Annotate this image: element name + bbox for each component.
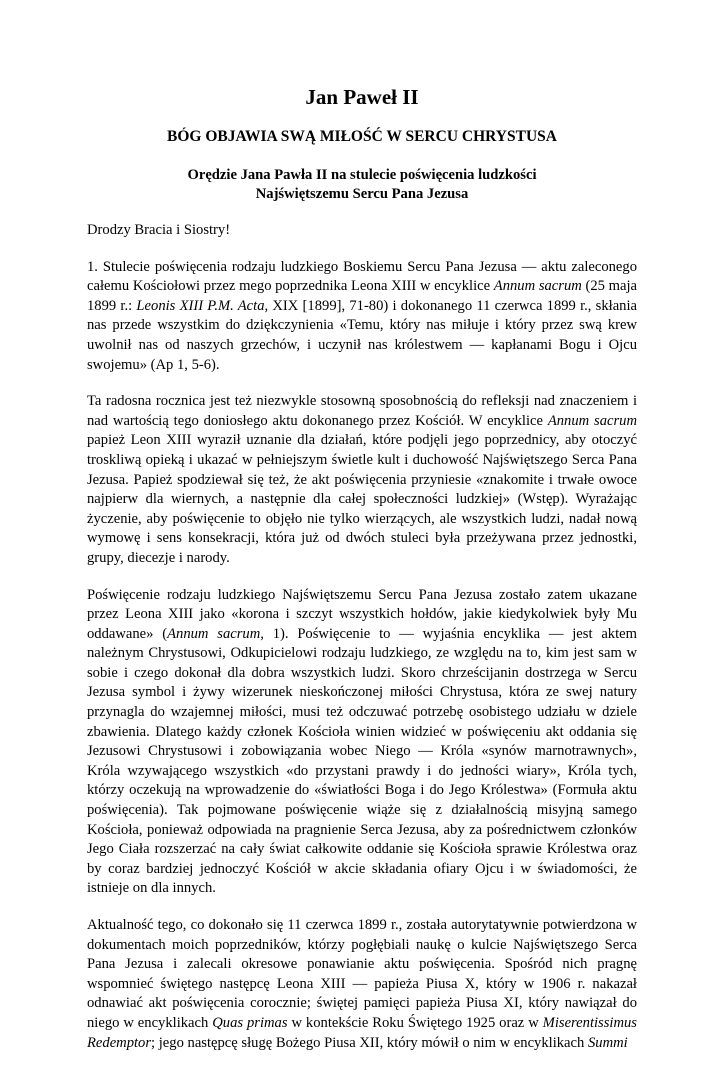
paragraph-4: Aktualność tego, co dokonało się 11 czerwca 1899 r., została autorytatywnie potwierdzona w dokumentach moich poprzedników, którzy pogłębiali naukę o kulcie Najświętszego Serca Pana Jezusa i zalecali okresowe ponawianie aktu poświęcenia. Spośród nich pragnę wspomnieć świętego następcę Leona XIII — papieża Piusa X, który w 1906 r. nakazał odnawiać akt poświęcenia corocznie; świętej pamięci papieża Piusa XI, który nawiązał do niego w encyklikach Quas primas w kontekście Roku Świętego 1925 oraz w Miserentissimus Redemptor; jego następcę sługę Bożego Piusa XII, który mówił o nim w encyklikach Summi (87, 917, 637, 1051)
lead-line-1: Orędzie Jana Pawła II na stulecie poświęcenia ludzkości (187, 167, 537, 183)
paragraph-2: Ta radosna rocznica jest też niezwykle stosowną sposobnością do refleksji nad znaczeniem i nad wartością tego doniosłego aktu dokonanego przez Kościół. W encyklice Annum sacrum papież Leon XIII wyraził uznanie dla działań, które podjęli jego poprzednicy, aby otoczyć troskliwą opieką i ukazać w pełniejszym świetle kult i duchowość Najświętszego Serca Pana Jezusa. Papież spodziewał się też, że akt poświęcenia przyniesie «znakomite i trwałe owoce najpierw dla wiernych, a następnie dla całej społeczności ludzkiej» (Wstęp). Wyrażając życzenie, aby poświęcenie to objęło nie tylko wierzących, ale wszystkich ludzi, nadał nową wymowę i sens konsekracji, która już od dwóch stuleci była przeżywana przez jednostki, grupy, diecezje i narody. (87, 393, 637, 566)
paragraph-1: 1. Stulecie poświęcenia rodzaju ludzkiego Boskiemu Sercu Pana Jezusa — aktu zaleconego całemu Kościołowi przez mego poprzednika Leona XIII w encyklice Annum sacrum (25 maja 1899 r.: Leonis XIII P.M. Acta, XIX [1899], 71-80) i dokonanego 11 czerwca 1899 r., skłania nas przede wszystkim do dziękczynienia «Temu, który nas miłuje i który przez swą krew uwolnił nas od naszych grzechów, i uczynił nas królestwem — kapłanami Bogu i Ojcu swojemu» (Ap 1, 5-6). (87, 258, 638, 373)
paragraph-3: Poświęcenie rodzaju ludzkiego Najświętszemu Sercu Pana Jezusa zostało zatem ukazane przez Leona XIII jako «korona i szczyt wszystkich hołdów, jakie kiedykolwiek były Mu oddawane» (Annum sacrum, 1). Poświęcenie to — wyjaśnia encyklika — jest aktem należnym Chrystusowi, Odkupicielowi rodzaju ludzkiego, ze względu na to, kim jest sam w sobie i czego dokonał dla dobra wszystkich ludzi. Skoro chrześcijanin dostrzega w Sercu Jezusa symbol i żywy wizerunek nieskończonej miłości Chrystusa, która ze swej natury przynagla do wzajemnej miłości, musi też odczuwać potrzebę osobistego udziału w dziele zbawienia. Dlatego każdy członek Kościoła winien widzieć w poświęceniu akt oddania się Jezusowi Chrystusowi i zobowiązania wobec Niego — Króla «synów marnotrawnych», Króla wzywającego wszystkich «do przystani prawdy i do jedności wiary», Króla tych, którzy oczekują na wprowadzenie do «światłości Boga i do Jego Królestwa» (Formuła aktu poświęcenia). Tak pojmowane poświęcenie wiąże się z działalnością misyjną samego Kościoła, ponieważ odpowiada na pragnienie Serca Jezusa, aby za pośrednictwem członków Jego Ciała rozszerzać na cały świat całkowite oddanie się Kościoła sprawie Królestwa oraz by coraz bardziej jednoczyć Kościół w akcie składania ofiary Ojcu i w świadomości, że istnieje on dla innych. (87, 586, 637, 897)
lead-subtitle (87, 166, 637, 204)
author-heading: Jan Paweł II (305, 85, 419, 109)
greeting: Drodzy Bracia i Siostry! (87, 222, 231, 238)
document-page (87, 84, 637, 1070)
lead-line-2: Najświętszemu Sercu Pana Jezusa (255, 186, 469, 202)
document-title: BÓG OBJAWIA SWĄ MIŁOŚĆ W SERCU CHRYSTUSA (167, 128, 557, 145)
